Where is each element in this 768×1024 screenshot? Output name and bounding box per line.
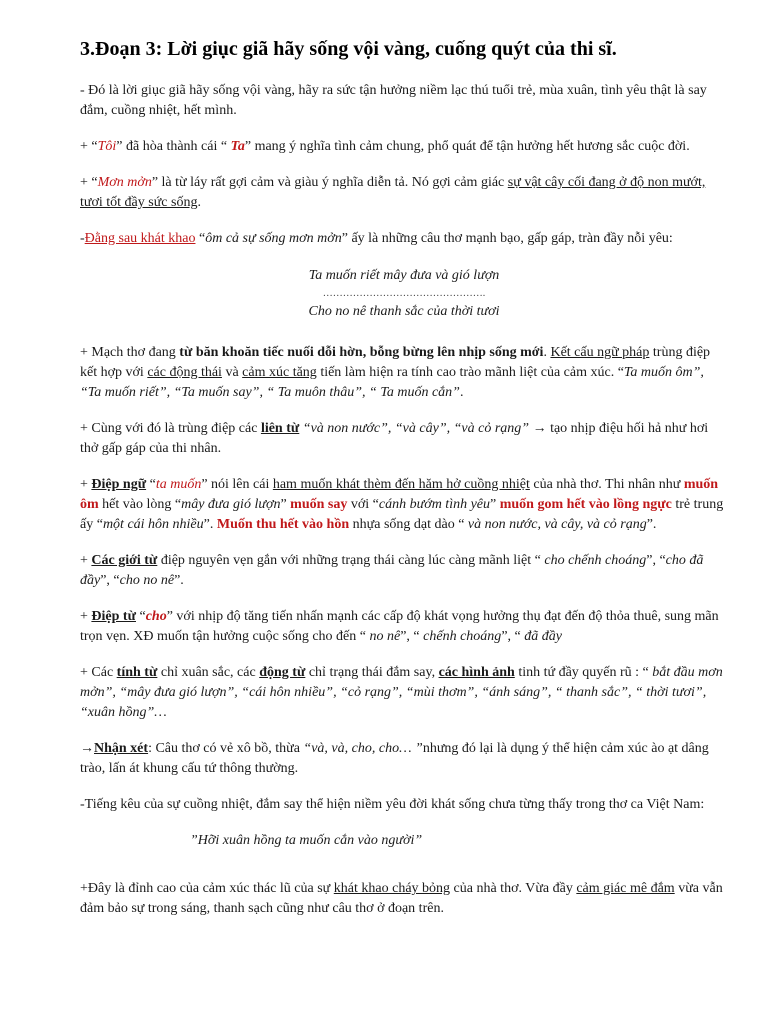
italic-phrase: cho chếnh choáng [544,553,647,568]
bold-underlined-term: Điệp ngữ [91,477,147,492]
italic-phrase: cho no nê [119,573,175,588]
text: của nhà thơ. Vừa đầy [450,881,577,896]
text: . [197,195,201,210]
poem-line-1: Ta muốn riết mây đưa và gió lượn [308,268,500,283]
poem-ellipsis: …………………………………………. [322,288,486,299]
text: ”, “ [100,573,120,588]
text: điệp nguyên vẹn gắn với những trạng thái càng lúc càng mãnh liệt “ [157,553,545,568]
poem-line-2: Cho no nê thanh sắc của thời tươi [308,304,500,319]
highlight-ta: Ta [230,139,245,154]
paragraph-intro: - Đó là lời giục giã hãy sống vội vàng, hãy ra sức tận hưởng niềm lạc thú tuổi trẻ, mùa xuân, tình yêu thật là say đắm, cuồng nhiệt, hết mình. [80,83,707,118]
italic-phrase: cánh bướm tình yêu [378,497,491,512]
italic-phrase: cho đã đầy [80,553,704,588]
section-heading: 3.Đoạn 3: Lời giục giã hãy sống vội vàng, cuống quýt của thi sĩ. [80,38,617,60]
paragraph-mach-tho [80,343,728,403]
text: : Câu thơ có vẻ xô bồ, thừa [148,741,304,756]
text: + Các [80,665,117,680]
text: ” đã hòa thành cái “ [116,139,231,154]
text: ” [280,497,291,512]
highlight-muon-thu: Muốn thu hết vào hồn [216,517,350,532]
text: hết vào lòng “ [98,497,182,512]
bold-underlined-term: Nhận xét [94,741,149,756]
text: “ [146,477,156,492]
text: nhựa sống dạt dào “ [349,517,468,532]
italic-phrase: Ta muốn ôm”, “Ta muốn riết”, “Ta muốn say”, “ Ta muôn thâu”, “ Ta muốn cắn” [80,365,704,400]
paragraph-tieng-keu: -Tiếng kêu của sự cuồng nhiệt, đắm say thể hiện niềm yêu đời khát sống chưa từng thấy trong thơ ca Việt Nam: [80,797,705,812]
text: ” [490,497,500,512]
italic-phrase: “và non nước”, “và cây”, “và cỏ rạng” [299,421,530,436]
paragraph-diep-tu [80,607,728,647]
text: ”. [174,573,184,588]
arrow-icon: → [80,741,94,756]
text: + [80,477,92,492]
text: chỉ trạng thái đắm say, [305,665,439,680]
paragraph-dinh-cao [80,879,728,919]
text: “ [135,609,146,624]
text: ” là từ láy rất gợi cảm và giàu ý nghĩa diễn tả. Nó gợi cảm giác [151,175,508,190]
text: trùng điệp kết hợp với [80,345,711,380]
text: trẻ trung ấy “ [80,497,724,532]
italic-phrase: ôm cả sự sống mơn mởn [205,231,342,246]
bold-underlined-term: động từ [259,665,306,680]
underlined-phrase: ham muốn khát thèm đến hăm hở cuồng nhiệt [272,477,530,492]
text: “ [195,231,206,246]
italic-phrase: và non nước, và cây, và cỏ rạng [467,517,647,532]
underlined-phrase: cảm xúc tăng [242,365,317,380]
italic-phrase: mây đưa gió lượn [181,497,281,512]
paragraph-toi-ta [80,137,728,157]
bold-underlined-term: liên từ [260,421,300,436]
text: . [543,345,551,360]
paragraph-khat-khao [80,229,728,249]
poem-quote: ”Hỡi xuân hồng ta muốn cắn vào người” [190,833,423,848]
italic-phrase: “và, và, cho, cho… ” [303,741,423,756]
text: + “ [80,175,98,190]
underlined-phrase: các động thái [147,365,222,380]
text: ”. [646,517,657,532]
bold-phrase: từ băn khoăn tiếc nuối dỗi hờn, bỗng bừng lên nhịp sống mới [179,345,544,360]
text: ”, “ [646,553,666,568]
highlight-muon-say: muốn say [290,497,348,512]
text: tinh tứ đầy quyến rũ : “ [514,665,653,680]
paragraph-diep-ngu [80,475,728,535]
underlined-phrase: cảm giác mê đắm [576,881,675,896]
text: vừa vẫn đảm bảo sự trong sáng, thanh sạch cũng như câu thơ ở đoạn trên. [80,881,723,916]
text: → tạo nhịp điệu hối hả như hơi thở gấp gáp của thi nhân. [80,421,709,456]
highlight-mon-mon: Mơn mởn [97,175,152,190]
text: + Mạch thơ đang [80,345,180,360]
text: nhưng đó lại là dụng ý thể hiện cảm xúc ào ạt dâng trào, lấn át khung cấu tứ thông thường. [80,741,709,776]
text: ” ấy là những câu thơ mạnh bạo, gấp gáp, tràn đầy nỗi yêu: [341,231,673,246]
text: ” nói lên cái [201,477,273,492]
bold-underlined-term: Các giới từ [91,553,158,568]
text: + Cùng với đó là trùng điệp các [80,421,261,436]
text: tiến làm hiện ra tính cao trào mãnh liệt của cảm xúc. “ [316,365,624,380]
bold-underlined-term: Điệp từ [91,609,136,624]
highlight-muon-gom: muốn gom hết vào lồng ngực [499,497,672,512]
bold-underlined-term: các hình ảnh [438,665,515,680]
text: +Đây là đỉnh cao của cảm xúc thác lũ của sự [80,881,334,896]
text: của nhà thơ. Thi nhân như [529,477,684,492]
text: với “ [347,497,379,512]
paragraph-tinh-tu [80,663,728,723]
text: ”, “ [400,629,424,644]
italic-phrase: no nê [369,629,401,644]
italic-phrase: đã đầy [524,629,562,644]
highlight-cho: cho [145,609,167,624]
text: và [221,365,243,380]
underlined-phrase: Kết cấu ngữ pháp [550,345,650,360]
text: ”. [203,517,217,532]
text: . [459,385,464,400]
text: ” mang ý nghĩa tình cảm chung, phổ quát để tận hưởng hết hương sắc cuộc đời. [244,139,690,154]
text: + [80,553,92,568]
bold-underlined-term: tính từ [116,665,158,680]
italic-phrase: bắt đầu mơn mởn”, “mây đưa gió lượn”, “cái hôn nhiều”, “cỏ rạng”, “mùi thơm”, “ánh sáng”, “ thanh sắc”, “ thời tươi”, “xuân hồng”… [80,665,723,720]
paragraph-mon-mon [80,173,728,213]
text: ”, “ [501,629,525,644]
text: - [80,231,85,246]
underlined-phrase: sự vật cây cối đang ở độ non mướt, tươi tốt đầy sức sống [80,175,706,210]
underlined-phrase: khát khao cháy bỏng [333,881,451,896]
highlight-muon-om: muốn ôm [80,477,719,512]
paragraph-nhan-xet [80,739,728,779]
highlight-dang-sau: Đằng sau khát khao [84,231,196,246]
text: + [80,609,92,624]
highlight-toi: Tôi [97,139,117,154]
text: chỉ xuân sắc, các [157,665,260,680]
highlight-ta-muon: ta muốn [155,477,202,492]
poem-excerpt [80,265,728,323]
paragraph-gioi-tu [80,551,728,591]
text: ” với nhịp độ tăng tiến nhấn mạnh các cấp độ khát vọng hưởng thụ đạt đến độ thỏa thuê, sung mãn trọn vẹn. XĐ muốn tận hưởng cuộc sống cho đến “ [80,609,719,644]
paragraph-lien-tu [80,419,728,459]
italic-phrase: một cái hôn nhiều [102,517,204,532]
italic-phrase: chếnh choáng [423,629,502,644]
text: + “ [80,139,98,154]
